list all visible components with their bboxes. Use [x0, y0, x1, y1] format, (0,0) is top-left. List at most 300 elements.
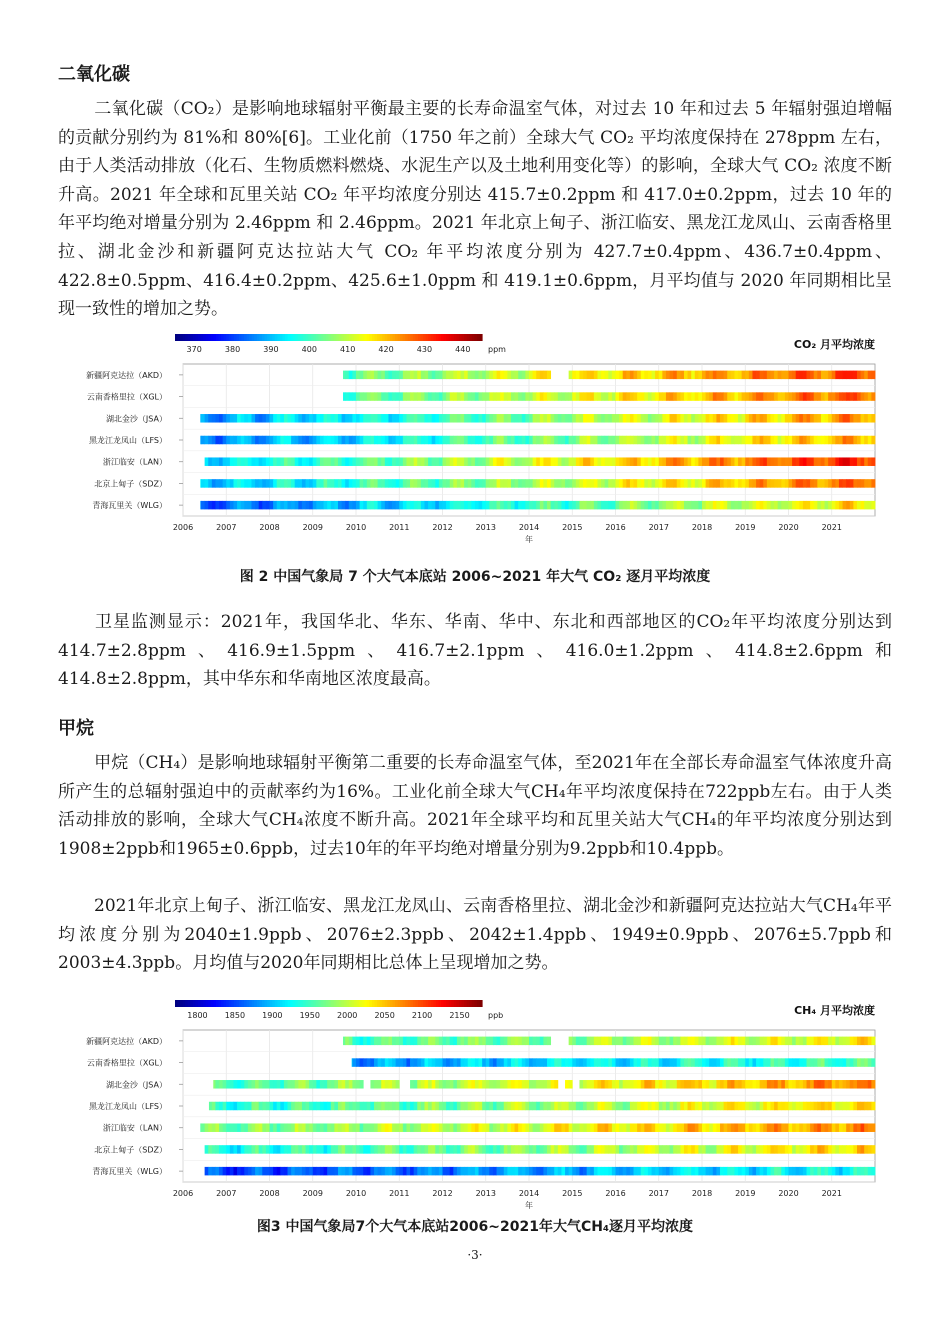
heat-cell [601, 1058, 605, 1067]
heat-cell [670, 457, 674, 466]
heat-cell [850, 436, 854, 445]
heat-cell [219, 1123, 223, 1132]
heat-cell [518, 392, 522, 401]
heat-cell [691, 436, 695, 445]
heat-cell [251, 1080, 255, 1089]
heat-cell [724, 1058, 728, 1067]
heat-cell [515, 436, 519, 445]
heat-cell [652, 1037, 656, 1046]
station-row [200, 1123, 875, 1132]
heat-cell [486, 414, 490, 423]
heat-cell [781, 1123, 785, 1132]
heat-cell [288, 457, 292, 466]
heat-cell [756, 371, 760, 380]
heat-cell [734, 501, 738, 510]
heat-cell [525, 479, 529, 488]
heat-cell [421, 1123, 425, 1132]
heat-cell [792, 1037, 796, 1046]
heat-cell [374, 1058, 378, 1067]
heat-cell [724, 1037, 728, 1046]
heat-cell [749, 501, 753, 510]
heat-cell [835, 1037, 839, 1046]
heat-cell [659, 414, 663, 423]
heat-cell [637, 1167, 641, 1176]
heat-cell [641, 479, 645, 488]
heat-cell [230, 457, 234, 466]
heat-cell [403, 1037, 407, 1046]
heat-cell [623, 1037, 627, 1046]
heat-cell [349, 392, 353, 401]
heat-cell [507, 501, 511, 510]
heat-cell [864, 1123, 868, 1132]
heat-cell [403, 392, 407, 401]
heat-cell [720, 1058, 724, 1067]
heat-cell [504, 414, 508, 423]
heat-cell [619, 1145, 623, 1154]
heat-cell [648, 414, 652, 423]
heat-cell [468, 371, 472, 380]
heat-cell [742, 501, 746, 510]
heat-cell [763, 1058, 767, 1067]
heat-cell [846, 479, 850, 488]
heat-cell [414, 1037, 418, 1046]
heat-cell [349, 1145, 353, 1154]
heat-cell [684, 414, 688, 423]
heat-cell [479, 1058, 483, 1067]
heat-cell [572, 1058, 576, 1067]
heat-cell [565, 479, 569, 488]
figure-3-caption: 图3 中国气象局7个大气本底站2006~2021年大气CH₄逐月平均浓度 [256, 1219, 694, 1235]
heat-cell [731, 1037, 735, 1046]
heat-cell [774, 392, 778, 401]
heat-cell [688, 457, 692, 466]
heat-cell [655, 1058, 659, 1067]
heat-cell [662, 1123, 666, 1132]
heat-cell [497, 501, 501, 510]
heat-cell [662, 501, 666, 510]
heat-cell [554, 1123, 558, 1132]
heat-cell [716, 501, 720, 510]
heat-cell [673, 1123, 677, 1132]
heat-cell [208, 479, 212, 488]
heat-cell [864, 392, 868, 401]
heat-cell [731, 436, 735, 445]
heat-cell [680, 1102, 684, 1111]
heat-cell [360, 1058, 364, 1067]
heat-cell [814, 1167, 818, 1176]
heat-cell [363, 1145, 367, 1154]
heat-cell [817, 371, 821, 380]
heat-cell [518, 414, 522, 423]
heat-cell [500, 1123, 504, 1132]
heat-cell [547, 392, 551, 401]
heat-cell [734, 371, 738, 380]
heat-cell [259, 1123, 263, 1132]
heat-cell [356, 1123, 360, 1132]
heat-cell [457, 392, 461, 401]
heat-cell [810, 1080, 814, 1089]
heat-cell [284, 414, 288, 423]
heat-cell [616, 1037, 620, 1046]
heat-cell [634, 1058, 638, 1067]
heat-cell [201, 501, 205, 510]
heat-cell [500, 501, 504, 510]
heat-cell [428, 1123, 432, 1132]
x-tick-label: 2019 [735, 523, 756, 532]
heat-cell [507, 457, 511, 466]
heat-cell [201, 414, 205, 423]
heat-cell [331, 1102, 335, 1111]
heat-cell [540, 1167, 544, 1176]
heat-cell [205, 414, 209, 423]
heat-cell [291, 457, 295, 466]
heat-cell [684, 1080, 688, 1089]
heat-cell [579, 436, 583, 445]
heat-cell [352, 1080, 356, 1089]
heat-cell [497, 414, 501, 423]
heat-cell [511, 392, 515, 401]
heat-cell [410, 436, 414, 445]
heat-cell [388, 1058, 392, 1067]
heat-cell [558, 501, 562, 510]
heat-cell [767, 1058, 771, 1067]
heat-cell [579, 1080, 583, 1089]
heat-cell [356, 392, 360, 401]
heat-cell [853, 501, 857, 510]
heat-cell [861, 436, 865, 445]
heat-cell [493, 479, 497, 488]
heat-cell [421, 436, 425, 445]
heat-cell [734, 436, 738, 445]
heat-cell [742, 414, 746, 423]
heat-cell [540, 436, 544, 445]
heat-cell [367, 414, 371, 423]
heat-cell [464, 1080, 468, 1089]
heat-cell [273, 501, 277, 510]
heat-cell [309, 414, 313, 423]
heat-cell [597, 392, 601, 401]
heat-cell [479, 457, 483, 466]
heat-cell [688, 371, 692, 380]
heat-cell [284, 1102, 288, 1111]
heat-cell [327, 1145, 331, 1154]
heat-cell [767, 1145, 771, 1154]
heat-cell [828, 1037, 832, 1046]
heat-cell [378, 1080, 382, 1089]
heat-cell [601, 371, 605, 380]
heat-cell [561, 479, 565, 488]
heat-cell [385, 392, 389, 401]
heat-cell [706, 436, 710, 445]
heat-cell [385, 1145, 389, 1154]
heat-cell [421, 1037, 425, 1046]
heat-cell [233, 414, 237, 423]
heat-cell [637, 1102, 641, 1111]
heat-cell [781, 1167, 785, 1176]
heat-cell [288, 501, 292, 510]
heat-cell [709, 1102, 713, 1111]
heat-cell [630, 371, 634, 380]
heat-cell [680, 457, 684, 466]
heat-cell [313, 457, 317, 466]
heat-cell [363, 1102, 367, 1111]
heat-cell [414, 414, 418, 423]
heat-cell [684, 436, 688, 445]
heat-cell [259, 457, 263, 466]
heat-cell [803, 1102, 807, 1111]
heat-cell [381, 1102, 385, 1111]
x-tick-label: 2017 [648, 523, 669, 532]
heat-cell [443, 371, 447, 380]
heat-cell [583, 1123, 587, 1132]
heat-cell [673, 1058, 677, 1067]
heat-cell [752, 414, 756, 423]
heat-cell [367, 457, 371, 466]
heat-cell [760, 392, 764, 401]
heat-cell [424, 1058, 428, 1067]
heat-cell [327, 457, 331, 466]
heat-cell [334, 414, 338, 423]
heat-cell [587, 501, 591, 510]
heat-cell [226, 501, 230, 510]
heat-cell [587, 436, 591, 445]
heat-cell [486, 1123, 490, 1132]
heat-cell [785, 457, 789, 466]
heat-cell [533, 414, 537, 423]
heat-cell [439, 371, 443, 380]
heat-cell [212, 1167, 216, 1176]
heat-cell [561, 1058, 565, 1067]
heat-cell [255, 479, 259, 488]
heat-cell [277, 479, 281, 488]
heat-cell [857, 1145, 861, 1154]
heat-cell [302, 1145, 306, 1154]
heat-cell [864, 1058, 868, 1067]
heat-cell [381, 392, 385, 401]
heat-cell [770, 1058, 774, 1067]
heat-cell [648, 501, 652, 510]
heat-cell [763, 1123, 767, 1132]
heat-cell [392, 371, 396, 380]
heat-cell [457, 1037, 461, 1046]
heat-cell [352, 1058, 356, 1067]
heat-cell [457, 501, 461, 510]
heat-cell [634, 392, 638, 401]
heat-cell [752, 1080, 756, 1089]
heat-cell [320, 1102, 324, 1111]
heat-cell [767, 479, 771, 488]
heat-cell [745, 392, 749, 401]
heat-cell [630, 501, 634, 510]
heat-cell [450, 392, 454, 401]
heat-cell [702, 414, 706, 423]
heat-cell [406, 392, 410, 401]
heat-cell [565, 1145, 569, 1154]
heat-cell [288, 436, 292, 445]
heat-cell [576, 414, 580, 423]
heat-cell [345, 1080, 349, 1089]
heat-cell [652, 1058, 656, 1067]
heat-cell [266, 479, 270, 488]
heat-cell [767, 1167, 771, 1176]
heat-cell [399, 392, 403, 401]
heat-cell [374, 1167, 378, 1176]
heat-cell [799, 1167, 803, 1176]
heat-cell [666, 1123, 670, 1132]
heat-cell [709, 457, 713, 466]
heat-cell [230, 1145, 234, 1154]
heat-cell [864, 479, 868, 488]
heat-cell [424, 414, 428, 423]
heat-cell [666, 414, 670, 423]
heat-cell [828, 501, 832, 510]
heat-cell [270, 479, 274, 488]
heat-cell [403, 1145, 407, 1154]
heat-cell [695, 392, 699, 401]
heat-cell [385, 1102, 389, 1111]
heat-cell [742, 1080, 746, 1089]
heat-cell [608, 1102, 612, 1111]
heat-cell [288, 1145, 292, 1154]
heat-cell [810, 414, 814, 423]
heat-cell [345, 479, 349, 488]
heat-cell [716, 392, 720, 401]
heat-cell [507, 1080, 511, 1089]
heat-cell [518, 436, 522, 445]
heat-cell [868, 1123, 872, 1132]
colorbar-tick-label: 1950 [299, 1011, 320, 1020]
heat-cell [302, 414, 306, 423]
heat-cell [662, 1080, 666, 1089]
heat-cell [424, 457, 428, 466]
heat-cell [785, 1102, 789, 1111]
heat-cell [789, 1037, 793, 1046]
heat-cell [706, 371, 710, 380]
heat-cell [475, 436, 479, 445]
heat-cell [695, 1102, 699, 1111]
heat-cell [752, 501, 756, 510]
heat-cell [724, 371, 728, 380]
heat-cell [778, 371, 782, 380]
heat-cell [396, 1123, 400, 1132]
heat-cell [720, 392, 724, 401]
heat-cell [392, 414, 396, 423]
heat-cell [843, 1037, 847, 1046]
heat-cell [504, 436, 508, 445]
heat-cell [644, 501, 648, 510]
heat-cell [565, 1102, 569, 1111]
heat-cell [814, 371, 818, 380]
heat-cell [417, 436, 421, 445]
heat-cell [266, 1123, 270, 1132]
heat-cell [576, 1145, 580, 1154]
heat-cell [612, 414, 616, 423]
heat-cell [295, 414, 299, 423]
heat-cell [324, 436, 328, 445]
heat-cell [522, 1102, 526, 1111]
heat-cell [760, 1145, 764, 1154]
heat-cell [461, 436, 465, 445]
heat-cell [248, 436, 252, 445]
heat-cell [608, 479, 612, 488]
heat-cell [504, 1080, 508, 1089]
heat-cell [670, 1167, 674, 1176]
heat-cell [641, 371, 645, 380]
heat-cell [533, 1102, 537, 1111]
heat-cell [727, 1080, 731, 1089]
heat-cell [839, 1123, 843, 1132]
heat-cell [817, 436, 821, 445]
heat-cell [752, 371, 756, 380]
heat-cell [825, 1167, 829, 1176]
heat-cell [569, 1058, 573, 1067]
heat-cell [540, 1123, 544, 1132]
heat-cell [288, 1080, 292, 1089]
heat-cell [695, 1080, 699, 1089]
heat-cell [655, 1080, 659, 1089]
station-row [200, 501, 875, 510]
heat-cell [486, 371, 490, 380]
heat-cell [212, 1145, 216, 1154]
heat-cell [846, 392, 850, 401]
heat-cell [868, 479, 872, 488]
heat-cell [760, 1167, 764, 1176]
heat-cell [367, 436, 371, 445]
heat-cell [695, 457, 699, 466]
heat-cell [518, 1123, 522, 1132]
heat-cell [702, 1145, 706, 1154]
heat-cell [673, 501, 677, 510]
heat-cell [785, 1080, 789, 1089]
heat-cell [443, 392, 447, 401]
heat-cell [533, 1037, 537, 1046]
heat-cell [219, 1080, 223, 1089]
heat-cell [360, 1102, 364, 1111]
heat-cell [479, 1037, 483, 1046]
heat-cell [749, 392, 753, 401]
heat-cell [266, 1080, 270, 1089]
heat-cell [590, 1058, 594, 1067]
heat-cell [659, 457, 663, 466]
heat-cell [659, 1080, 663, 1089]
heat-cell [215, 414, 219, 423]
heat-cell [626, 414, 630, 423]
heat-cell [572, 457, 576, 466]
heat-cell [280, 1167, 284, 1176]
heat-cell [680, 436, 684, 445]
heat-cell [641, 457, 645, 466]
heat-cell [266, 501, 270, 510]
heat-cell [298, 457, 302, 466]
heat-cell [587, 1080, 591, 1089]
heat-cell [713, 457, 717, 466]
heat-cell [468, 1058, 472, 1067]
heat-cell [634, 436, 638, 445]
heat-cell [309, 479, 313, 488]
heat-cell [803, 501, 807, 510]
heat-cell [547, 371, 551, 380]
heat-cell [792, 1058, 796, 1067]
heat-cell [644, 1080, 648, 1089]
heat-cell [619, 479, 623, 488]
heat-cell [385, 1058, 389, 1067]
heat-cell [295, 457, 299, 466]
heat-cell [767, 1123, 771, 1132]
heat-cell [327, 436, 331, 445]
heat-cell [262, 1167, 266, 1176]
heat-cell [590, 392, 594, 401]
heat-cell [745, 1123, 749, 1132]
